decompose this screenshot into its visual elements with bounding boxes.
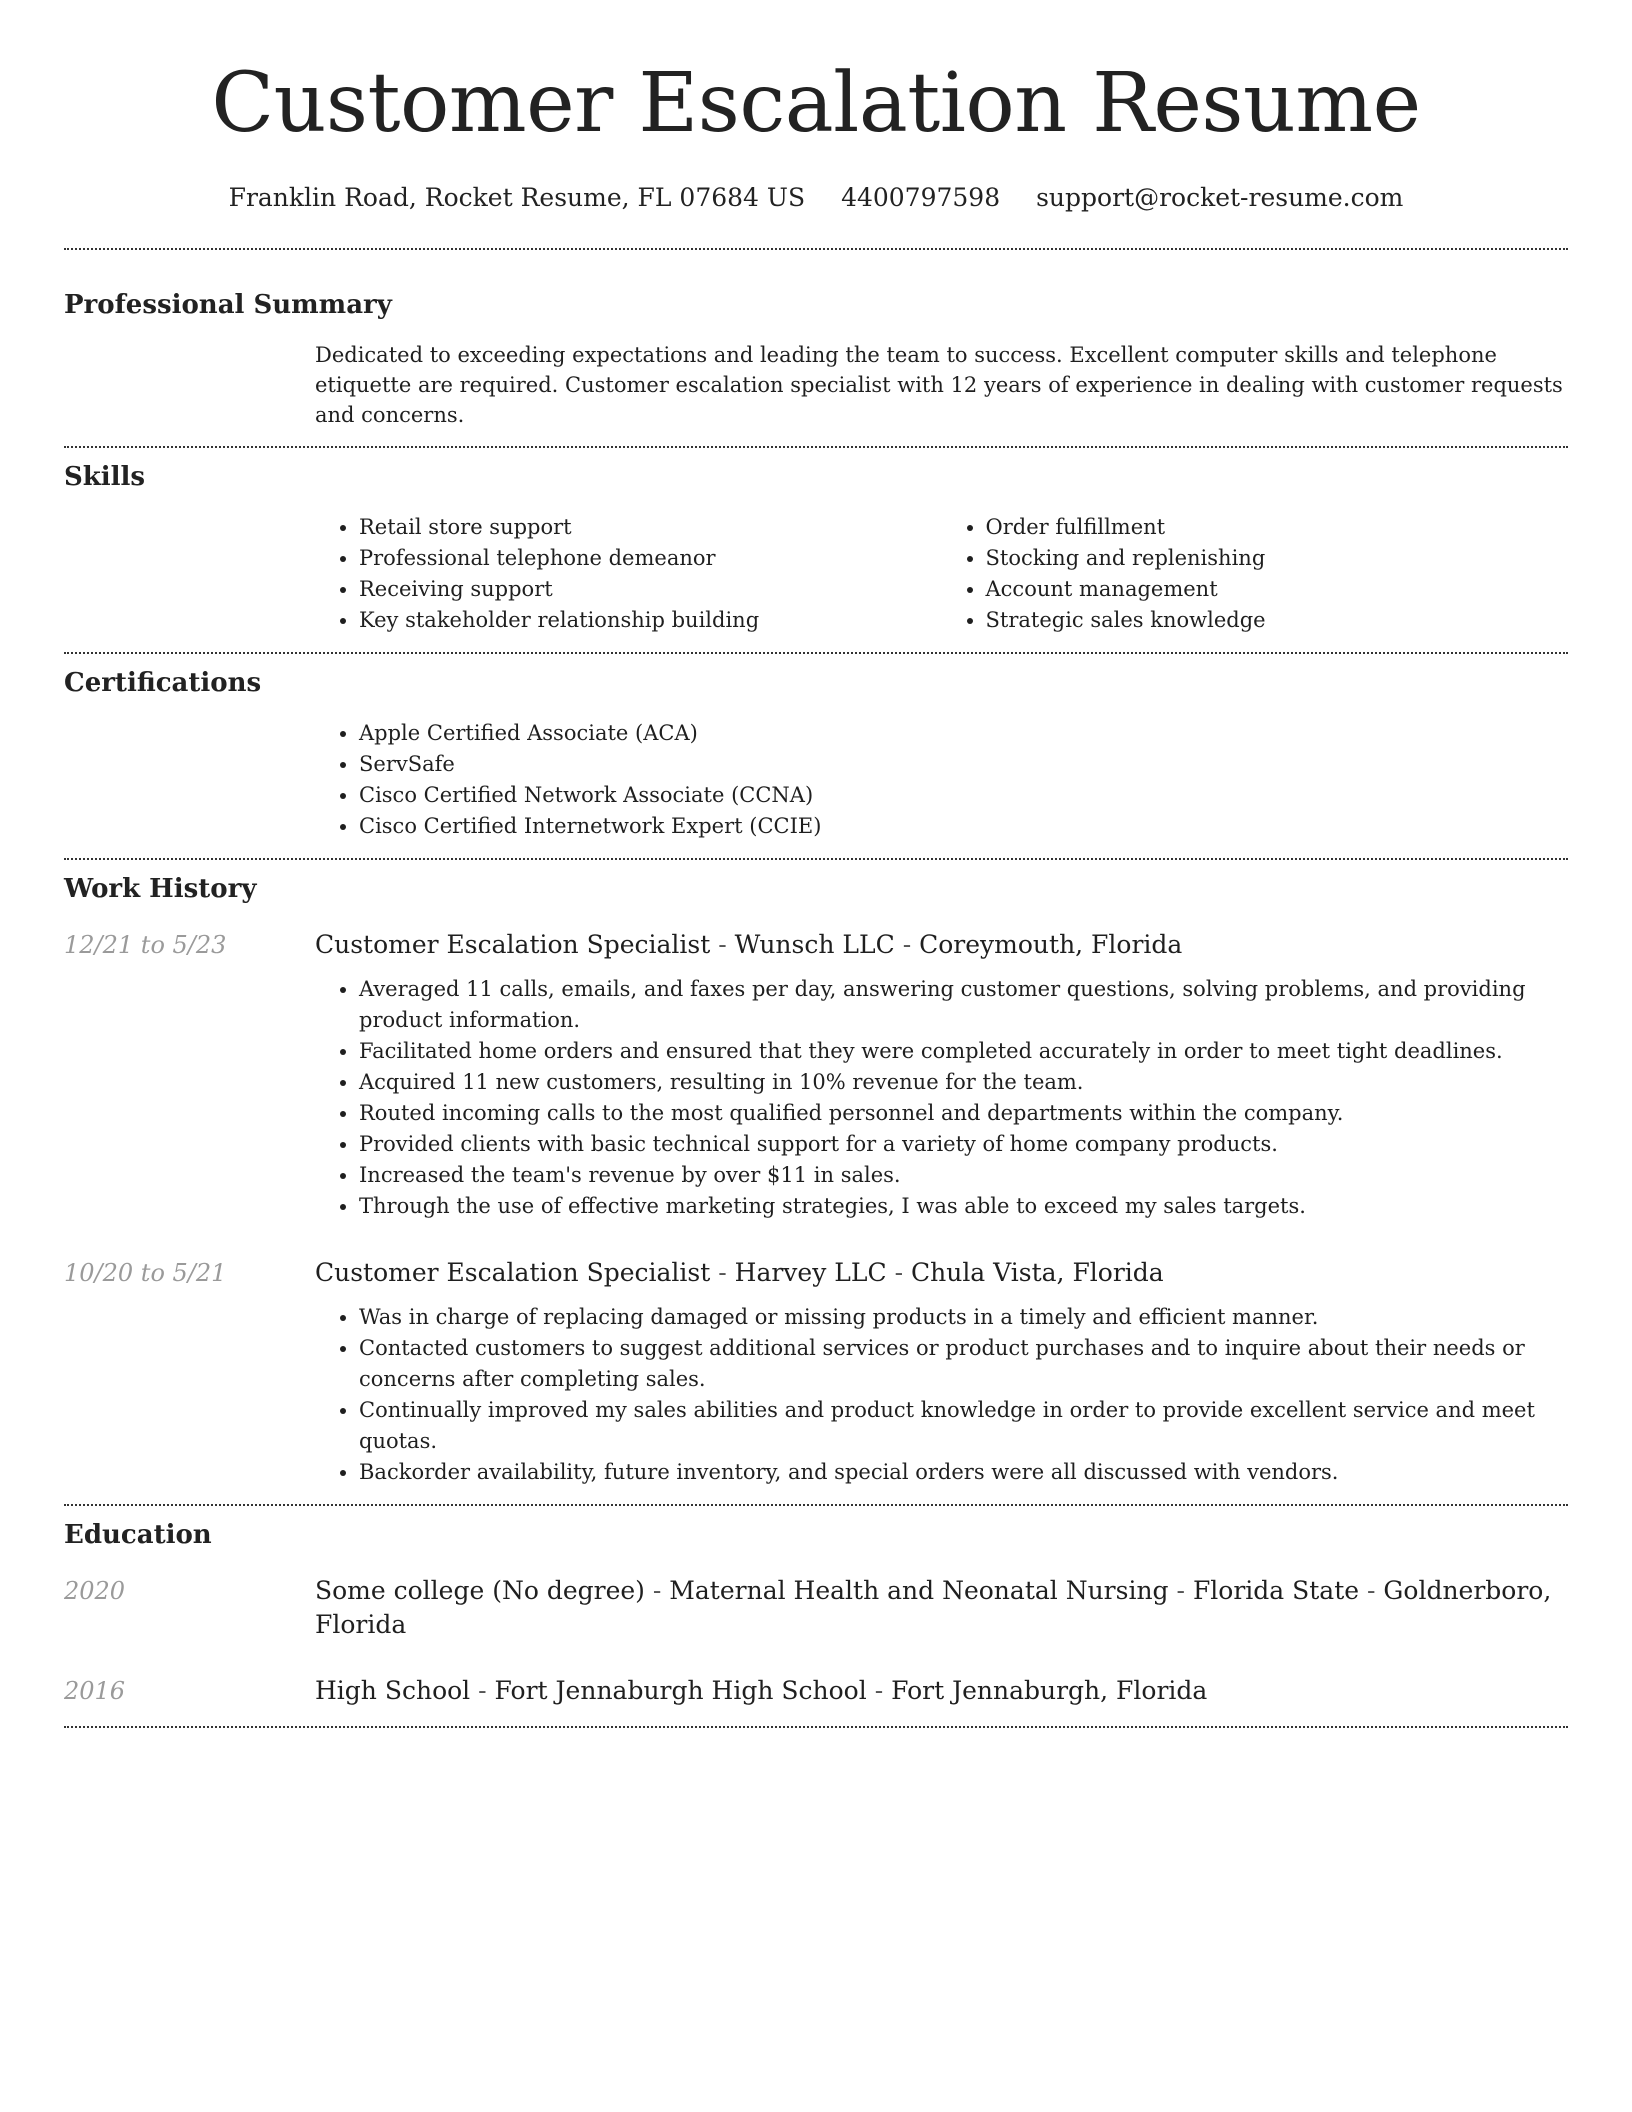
job-bullet: • Through the use of effective marketing strategies, I was able to exceed my sales targets. (359, 1191, 1568, 1222)
summary-heading: Professional Summary (64, 290, 392, 320)
job-role: Customer Escalation Specialist (315, 1258, 711, 1287)
job-bullets (315, 974, 1568, 1222)
job-bullet: • Increased the team's revenue by over $11 in sales. (359, 1160, 1568, 1191)
education-school: Fort Jennaburgh High School (494, 1676, 867, 1705)
job-role: Customer Escalation Specialist (315, 930, 711, 959)
certifications-list (315, 718, 1568, 842)
job-bullet: • Facilitated home orders and ensured that they were completed accurately in order to meet tight deadlines. (359, 1036, 1568, 1067)
skill-item: • Receiving support (359, 574, 942, 605)
skills-heading: Skills (64, 462, 146, 492)
job-bullet: • Acquired 11 new customers, resulting in 10% revenue for the team. (359, 1067, 1568, 1098)
job-location: Chula Vista, Florida (910, 1258, 1164, 1287)
skill-item: • Strategic sales knowledge (986, 605, 1569, 636)
education-year: 2020 (64, 1577, 126, 1605)
education-school: Florida State (1192, 1576, 1360, 1605)
skill-item: • Order fulfillment (986, 512, 1569, 543)
job-title-line: Customer Escalation Specialist - Wunsch LLC - Coreymouth, Florida (315, 930, 1183, 959)
resume-header (64, 0, 1568, 214)
section-divider (64, 1726, 1568, 1728)
skills-column-right (942, 512, 1569, 636)
contact-line (64, 182, 1568, 214)
skill-item: • Retail store support (359, 512, 942, 543)
job-company: Harvey LLC (734, 1258, 887, 1287)
skills-list (315, 512, 1568, 636)
job-title-line: Customer Escalation Specialist - Harvey LLC - Chula Vista, Florida (315, 1258, 1164, 1287)
job-bullet: • Was in charge of replacing damaged or missing products in a timely and efficient manner. (359, 1302, 1568, 1333)
education-section (64, 1518, 1568, 1708)
job-bullet: • Routed incoming calls to the most qualified personnel and departments within the company. (359, 1098, 1568, 1129)
work-history-section (64, 872, 1568, 1488)
skill-item: • Stocking and replenishing (986, 543, 1569, 574)
education-location: Fort Jennaburgh, Florida (891, 1676, 1208, 1705)
skill-item: • Account management (986, 574, 1569, 605)
resume-title: Customer Escalation Resume (211, 56, 1421, 151)
job-bullet: • Provided clients with basic technical support for a variety of home company products. (359, 1129, 1568, 1160)
contact-address: Franklin Road, Rocket Resume, FL 07684 US (228, 183, 806, 212)
contact-email: support@rocket-resume.com (1036, 183, 1404, 212)
job-bullet: • Continually improved my sales abilities and product knowledge in order to provide excellent service and meet quotas. (359, 1395, 1568, 1457)
resume-page (64, 0, 1568, 1728)
education-heading: Education (64, 1520, 212, 1550)
education-degree: Some college (No degree) (315, 1576, 645, 1605)
certifications-section (64, 666, 1568, 842)
section-divider (64, 248, 1568, 250)
skill-item: • Key stakeholder relationship building (359, 605, 942, 636)
skills-column-left (315, 512, 942, 636)
section-divider (64, 858, 1568, 860)
education-entry (64, 1674, 1568, 1708)
section-divider (64, 1504, 1568, 1506)
job-bullets (315, 1302, 1568, 1488)
education-title-line: High School - Fort Jennaburgh High School - Fort Jennaburgh, Florida (315, 1676, 1208, 1705)
job-dates: 10/20 to 5/21 (64, 1259, 227, 1287)
work-history-heading: Work History (64, 874, 257, 904)
education-year: 2016 (64, 1677, 126, 1705)
summary-text: Dedicated to exceeding expectations and leading the team to success. Excellent computer skills and telephone etiquette are required. Customer escalation specialist with 12 years of experience in dealing with customer requests and concerns. (315, 343, 1563, 427)
education-title-line: Some college (No degree) - Maternal Health and Neonatal Nursing - Florida State - Goldnerboro, Florida (315, 1576, 1552, 1639)
section-divider (64, 652, 1568, 654)
skill-item: • Professional telephone demeanor (359, 543, 942, 574)
certification-item: • Apple Certified Associate (ACA) (359, 718, 1568, 749)
job-location: Coreymouth, Florida (919, 930, 1183, 959)
certification-item: • Cisco Certified Internetwork Expert (CCIE) (359, 811, 1568, 842)
job-bullet: • Contacted customers to suggest additional services or product purchases and to inquire about their needs or concerns after completing sales. (359, 1333, 1568, 1395)
section-divider (64, 446, 1568, 448)
job-entry (64, 928, 1568, 1222)
certifications-heading: Certifications (64, 668, 262, 698)
education-degree: High School (315, 1676, 471, 1705)
education-field: Maternal Health and Neonatal Nursing (669, 1576, 1169, 1605)
summary-section (64, 288, 1568, 430)
job-bullet: • Averaged 11 calls, emails, and faxes per day, answering customer questions, solving problems, and providing product information. (359, 974, 1568, 1036)
job-company: Wunsch LLC (734, 930, 895, 959)
job-dates: 12/21 to 5/23 (64, 931, 227, 959)
education-entry (64, 1574, 1568, 1642)
job-bullet: • Backorder availability, future inventory, and special orders were all discussed with vendors. (359, 1457, 1568, 1488)
job-entry (64, 1256, 1568, 1488)
skills-section (64, 460, 1568, 636)
contact-phone: 4400797598 (841, 183, 1001, 212)
certification-item: • ServSafe (359, 749, 1568, 780)
certification-item: • Cisco Certified Network Associate (CCNA) (359, 780, 1568, 811)
education-location: Goldnerboro, Florida (315, 1576, 1552, 1639)
